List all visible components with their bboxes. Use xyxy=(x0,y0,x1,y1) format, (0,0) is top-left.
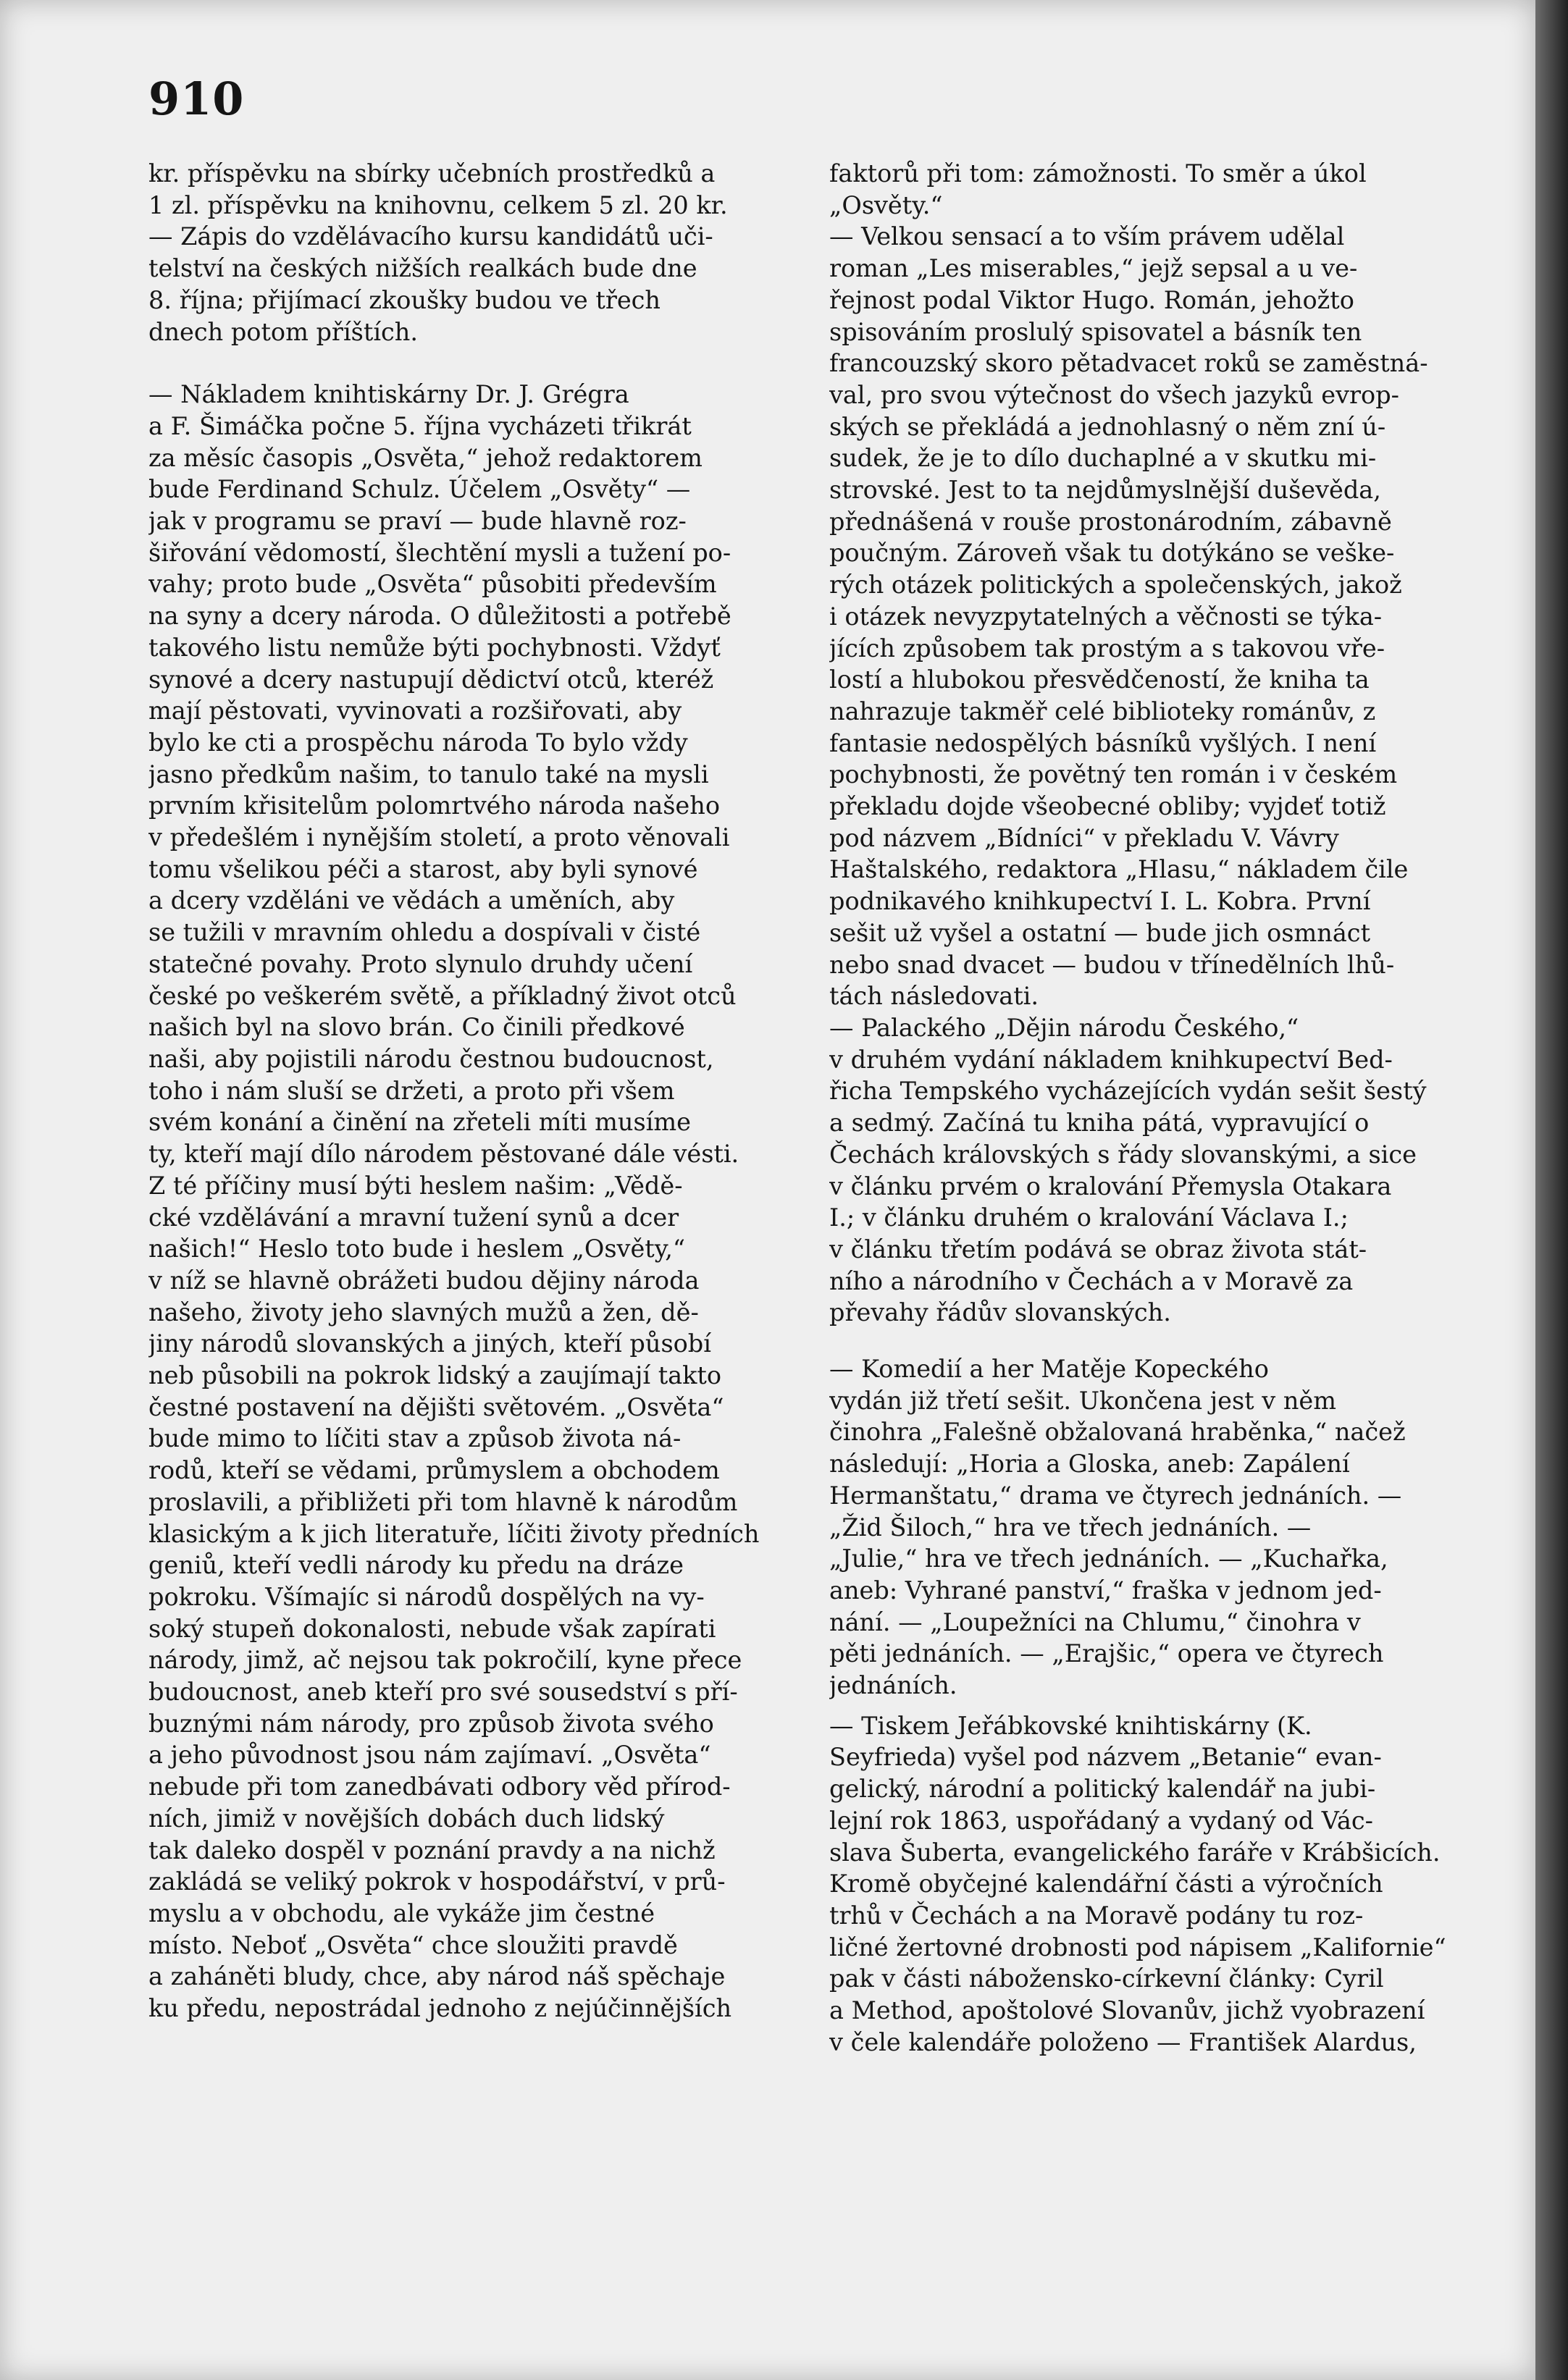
text-line: „Julie,“ hra ve třech jednáních. — „Kuchařka, xyxy=(829,1544,1388,1573)
text-line: a Method, apoštolové Slovanův, jichž vyobrazení xyxy=(829,1996,1425,2025)
text-line: bude Ferdinand Schulz. Účelem „Osvěty“ — xyxy=(148,475,691,504)
text-line: nání. — „Loupežníci na Chlumu,“ činohra v xyxy=(829,1607,1361,1636)
text-line: — Nákladem knihtiskárny Dr. J. Grégra xyxy=(148,380,629,409)
text-line: ličné žertovné drobnosti pod nápisem „Kalifornie“ xyxy=(829,1933,1446,1961)
text-line: v čele kalendáře položeno — František Alardus, xyxy=(829,2027,1417,2056)
paragraph-contributions xyxy=(148,158,799,221)
text-line: činohra „Falešně obžalovaná hraběnka,“ načež xyxy=(829,1418,1406,1447)
text-line: a jeho původnost jsou nám zajímaví. „Osvěta“ xyxy=(148,1741,711,1770)
text-line: — Zápis do vzdělávacího kursu kandidátů uči- xyxy=(148,222,713,251)
text-line: za měsíc časopis „Osvěta,“ jehož redaktorem xyxy=(148,443,703,472)
text-line: faktorů při tom: zámožnosti. To směr a úkol xyxy=(829,159,1367,188)
text-line: proslavili, a přibližeti při tom hlavně k národům xyxy=(148,1487,738,1516)
text-line: 8. října; přijímací zkoušky budou ve třech xyxy=(148,285,661,314)
text-line: v předešlém i nynějším století, a proto věnovali xyxy=(148,823,730,852)
text-line: ního a národního v Čechách a v Moravě za xyxy=(829,1266,1354,1295)
text-line: Čechách královských s řády slovanskými, a sice xyxy=(829,1140,1417,1169)
text-line: jednáních. xyxy=(829,1671,957,1700)
text-line: — Komedií a her Matěje Kopeckého xyxy=(829,1355,1269,1384)
text-line: takového listu nemůže býti pochybnosti. Vždyť xyxy=(148,633,721,662)
text-line: budoucnost, aneb kteří pro své sousedství s pří- xyxy=(148,1678,738,1707)
text-line: české po veškerém světě, a příkladný život otců xyxy=(148,981,737,1010)
right-column xyxy=(829,158,1477,2058)
text-line: jících způsobem tak prostým a s takovou vře- xyxy=(829,634,1385,663)
text-line: „Žid Šiloch,“ hra ve třech jednáních. — xyxy=(829,1513,1312,1542)
text-line: slava Šuberta, evangelického faráře v Krábšicích. xyxy=(829,1838,1441,1867)
paragraph-osveta xyxy=(148,379,799,2024)
text-line: pod názvem „Bídníci“ v překladu V. Vávry xyxy=(829,823,1339,852)
text-line: našich byl na slovo brán. Co činili předkové xyxy=(148,1013,685,1042)
text-line: rodů, kteří se vědami, průmyslem a obchodem xyxy=(148,1456,720,1485)
text-line: neb působili na pokrok lidský a zaujímají takto xyxy=(148,1361,722,1390)
text-line: prvním křisitelům polomrtvého národa našeho xyxy=(148,791,721,820)
page-edge xyxy=(1535,0,1568,2380)
text-line: tomu všelikou péči a starost, aby byli synové xyxy=(148,854,698,883)
text-line: toho i nám sluší se držeti, a proto při všem xyxy=(148,1076,675,1105)
text-line: synové a dcery nastupují dědictví otců, kteréž xyxy=(148,665,714,694)
text-line: jiny národů slovanských a jiných, kteří působí xyxy=(148,1329,711,1358)
text-line: a dcery vzděláni ve vědách a uměních, aby xyxy=(148,886,675,915)
text-line: pak v části nábožensko-církevní články: Cyril xyxy=(829,1964,1384,1993)
text-line: 1 zl. příspěvku na knihovnu, celkem 5 zl. 20 kr. xyxy=(148,190,728,219)
text-line: klasickým a k jich literatuře, líčiti životy předních xyxy=(148,1519,760,1548)
text-line: šiřování vědomostí, šlechtění mysli a tužení po- xyxy=(148,538,731,567)
text-line: Kromě obyčejné kalendářní části a výročních xyxy=(829,1870,1383,1898)
text-line: národy, jimž, ač nejsou tak pokročilí, kyne přece xyxy=(148,1646,742,1675)
text-line: statečné povahy. Proto slynulo druhdy učení xyxy=(148,949,693,978)
text-line: telství na českých nižších realkách bude dne xyxy=(148,254,697,283)
text-line: následují: „Horia a Gloska, aneb: Zapálení xyxy=(829,1450,1350,1479)
paragraph-palacky xyxy=(829,1012,1477,1329)
text-line: zakládá se veliký pokrok v hospodářství, v prů- xyxy=(148,1867,726,1896)
text-line: strovské. Jest to ta nejdůmyslnější duševěda, xyxy=(829,476,1381,505)
text-line: bude mimo to líčiti stav a způsob života ná- xyxy=(148,1424,682,1453)
text-line: buznými nám národy, pro způsob života svého xyxy=(148,1709,714,1738)
text-line: myslu a v obchodu, ale vykáže jim čestné xyxy=(148,1898,655,1927)
text-line: fantasie nedospělých básníků vyšlých. I není xyxy=(829,728,1377,757)
text-line: jak v programu se praví — bude hlavně roz- xyxy=(148,507,687,536)
text-line: francouzský skoro pětadvacet roků se zaměstná- xyxy=(829,349,1428,378)
text-line: sudek, že je to dílo duchaplné a v skutku mi- xyxy=(829,444,1377,473)
paragraph-betanie xyxy=(829,1710,1477,2059)
text-line: i otázek nevyzpytatelných a věčnosti se týka- xyxy=(829,602,1383,631)
text-line: kr. příspěvku na sbírky učebních prostředků a xyxy=(148,159,716,188)
text-line: našich!“ Heslo toto bude i heslem „Osvěty,“ xyxy=(148,1235,686,1263)
text-line: poučným. Zároveň však tu dotýkáno se veške- xyxy=(829,539,1395,568)
text-line: svém konání a činění na zřeteli míti musíme xyxy=(148,1108,691,1137)
paragraph-osveta-continued xyxy=(829,158,1477,221)
text-line: řicha Tempského vycházejících vydán sešit šestý xyxy=(829,1077,1427,1106)
left-column xyxy=(148,158,799,2024)
text-line: a sedmý. Začíná tu kniha pátá, vypravující o xyxy=(829,1109,1370,1138)
page-number: 910 xyxy=(148,72,245,125)
text-line: Haštalského, redaktora „Hlasu,“ nákladem čile xyxy=(829,855,1409,884)
text-line: dnech potom příštích. xyxy=(148,317,419,346)
text-line: ty, kteří mají dílo národem pěstované dále vésti. xyxy=(148,1140,739,1169)
text-line: gelický, národní a politický kalendář na jubi- xyxy=(829,1775,1376,1804)
text-line: nebo snad dvacet — budou v třínedělních lhů- xyxy=(829,950,1395,979)
text-line: převahy řádův slovanských. xyxy=(829,1298,1171,1327)
text-line: naši, aby pojistili národu čestnou budoucnost, xyxy=(148,1044,714,1073)
text-line: tách následovati. xyxy=(829,982,1039,1011)
text-line: lejní rok 1863, uspořádaný a vydaný od Vác- xyxy=(829,1806,1373,1835)
text-line: v níž se hlavně obrážeti budou dějiny národa xyxy=(148,1266,700,1295)
text-line: bylo ke cti a prospěchu národa To bylo vždy xyxy=(148,728,688,757)
text-line: vydán již třetí sešit. Ukončena jest v něm xyxy=(829,1386,1337,1415)
paragraph-enrollment xyxy=(148,221,799,348)
text-line: ských se překládá a jednohlasný o něm zní ú- xyxy=(829,412,1386,441)
text-line: — Tiskem Jeřábkovské knihtiskárny (K. xyxy=(829,1711,1312,1740)
text-line: překladu dojde všeobecné obliby; vyjdeť totiž xyxy=(829,792,1386,821)
text-line: tak daleko dospěl v poznání pravdy a na nichž xyxy=(148,1836,716,1864)
text-line: na syny a dcery národa. O důležitosti a potřebě xyxy=(148,602,731,631)
text-line: čestné postavení na dějišti světovém. „Osvěta“ xyxy=(148,1392,724,1421)
text-line: Seyfrieda) vyšel pod názvem „Betanie“ evan- xyxy=(829,1743,1382,1772)
text-line: a F. Šimáčka počne 5. října vycházeti třikrát xyxy=(148,411,692,440)
text-line: se tužili v mravním ohledu a dospívali v čisté xyxy=(148,918,701,947)
text-line: řejnost podal Viktor Hugo. Román, jehožto xyxy=(829,285,1354,314)
text-line: pěti jednáních. — „Erajšic,“ opera ve čtyrech xyxy=(829,1639,1384,1668)
text-line: podnikavého knihkupectví I. L. Kobra. První xyxy=(829,887,1371,916)
text-line: lostí a hlubokou přesvědčeností, že kniha ta xyxy=(829,665,1370,694)
paragraph-les-miserables xyxy=(829,221,1477,1012)
text-line: val, pro svou výtečnost do všech jazyků evrop- xyxy=(829,380,1399,409)
text-line: cké vzdělávání a mravní tužení synů a dcer xyxy=(148,1203,679,1232)
text-line: — Palackého „Dějin národu Českého,“ xyxy=(829,1013,1299,1042)
text-line: pochybnosti, že povětný ten román i v českém xyxy=(829,760,1398,789)
text-line: mají pěstovati, vyvinovati a rozšiřovati, aby xyxy=(148,697,682,726)
text-line: ních, jimiž v novějších dobách duch lidský xyxy=(148,1804,665,1833)
text-line: trhů v Čechách a na Moravě podány tu roz- xyxy=(829,1901,1364,1930)
text-line: sešit už vyšel a ostatní — bude jich osmnáct xyxy=(829,918,1371,947)
text-line: ku předu, nepostrádal jednoho z nejúčinnějších xyxy=(148,1994,732,2023)
text-line: vahy; proto bude „Osvěta“ působiti především xyxy=(148,570,717,599)
text-line: geniů, kteří vedli národy ku předu na dráze xyxy=(148,1551,684,1580)
text-line: v článku prvém o kralování Přemysla Otakara xyxy=(829,1172,1392,1200)
text-line: — Velkou sensací a to vším právem udělal xyxy=(829,222,1345,251)
text-line: rých otázek politických a společenských, jakož xyxy=(829,571,1402,600)
text-line: Hermanštatu,“ drama ve čtyrech jednáních. — xyxy=(829,1481,1402,1510)
text-line: aneb: Vyhrané panství,“ fraška v jednom jed- xyxy=(829,1576,1382,1605)
text-line: Z té příčiny musí býti heslem našim: „Vědě- xyxy=(148,1171,683,1200)
paragraph-kopecky xyxy=(829,1353,1477,1702)
text-line: v článku třetím podává se obraz života stát- xyxy=(829,1235,1367,1263)
text-line: nahrazuje takměř celé biblioteky románův, z xyxy=(829,697,1376,726)
text-line: a zaháněti bludy, chce, aby národ náš spěchaje xyxy=(148,1962,726,1991)
text-line: I.; v článku druhém o kralování Václava I.; xyxy=(829,1203,1349,1232)
text-line: roman „Les miserables,“ jejž sepsal a u ve- xyxy=(829,254,1358,283)
text-line: jasno předkům našim, to tanulo také na mysli xyxy=(148,760,709,789)
text-line: pokroku. Všímajíc si národů dospělých na vy- xyxy=(148,1582,705,1611)
text-line: spisováním proslulý spisovatel a básník ten xyxy=(829,317,1362,346)
text-line: našeho, životy jeho slavných mužů a žen, dě- xyxy=(148,1298,699,1326)
text-line: nebude při tom zanedbávati odbory věd přírod- xyxy=(148,1773,731,1801)
text-line: v druhém vydání nákladem knihkupectví Bed- xyxy=(829,1045,1393,1074)
text-line: „Osvěty.“ xyxy=(829,190,943,219)
text-line: místo. Neboť „Osvěta“ chce sloužiti pravdě xyxy=(148,1930,678,1959)
text-line: přednášená v rouše prostonárodním, zábavně xyxy=(829,507,1392,536)
text-line: soký stupeň dokonalosti, nebude však zapírati xyxy=(148,1614,716,1643)
